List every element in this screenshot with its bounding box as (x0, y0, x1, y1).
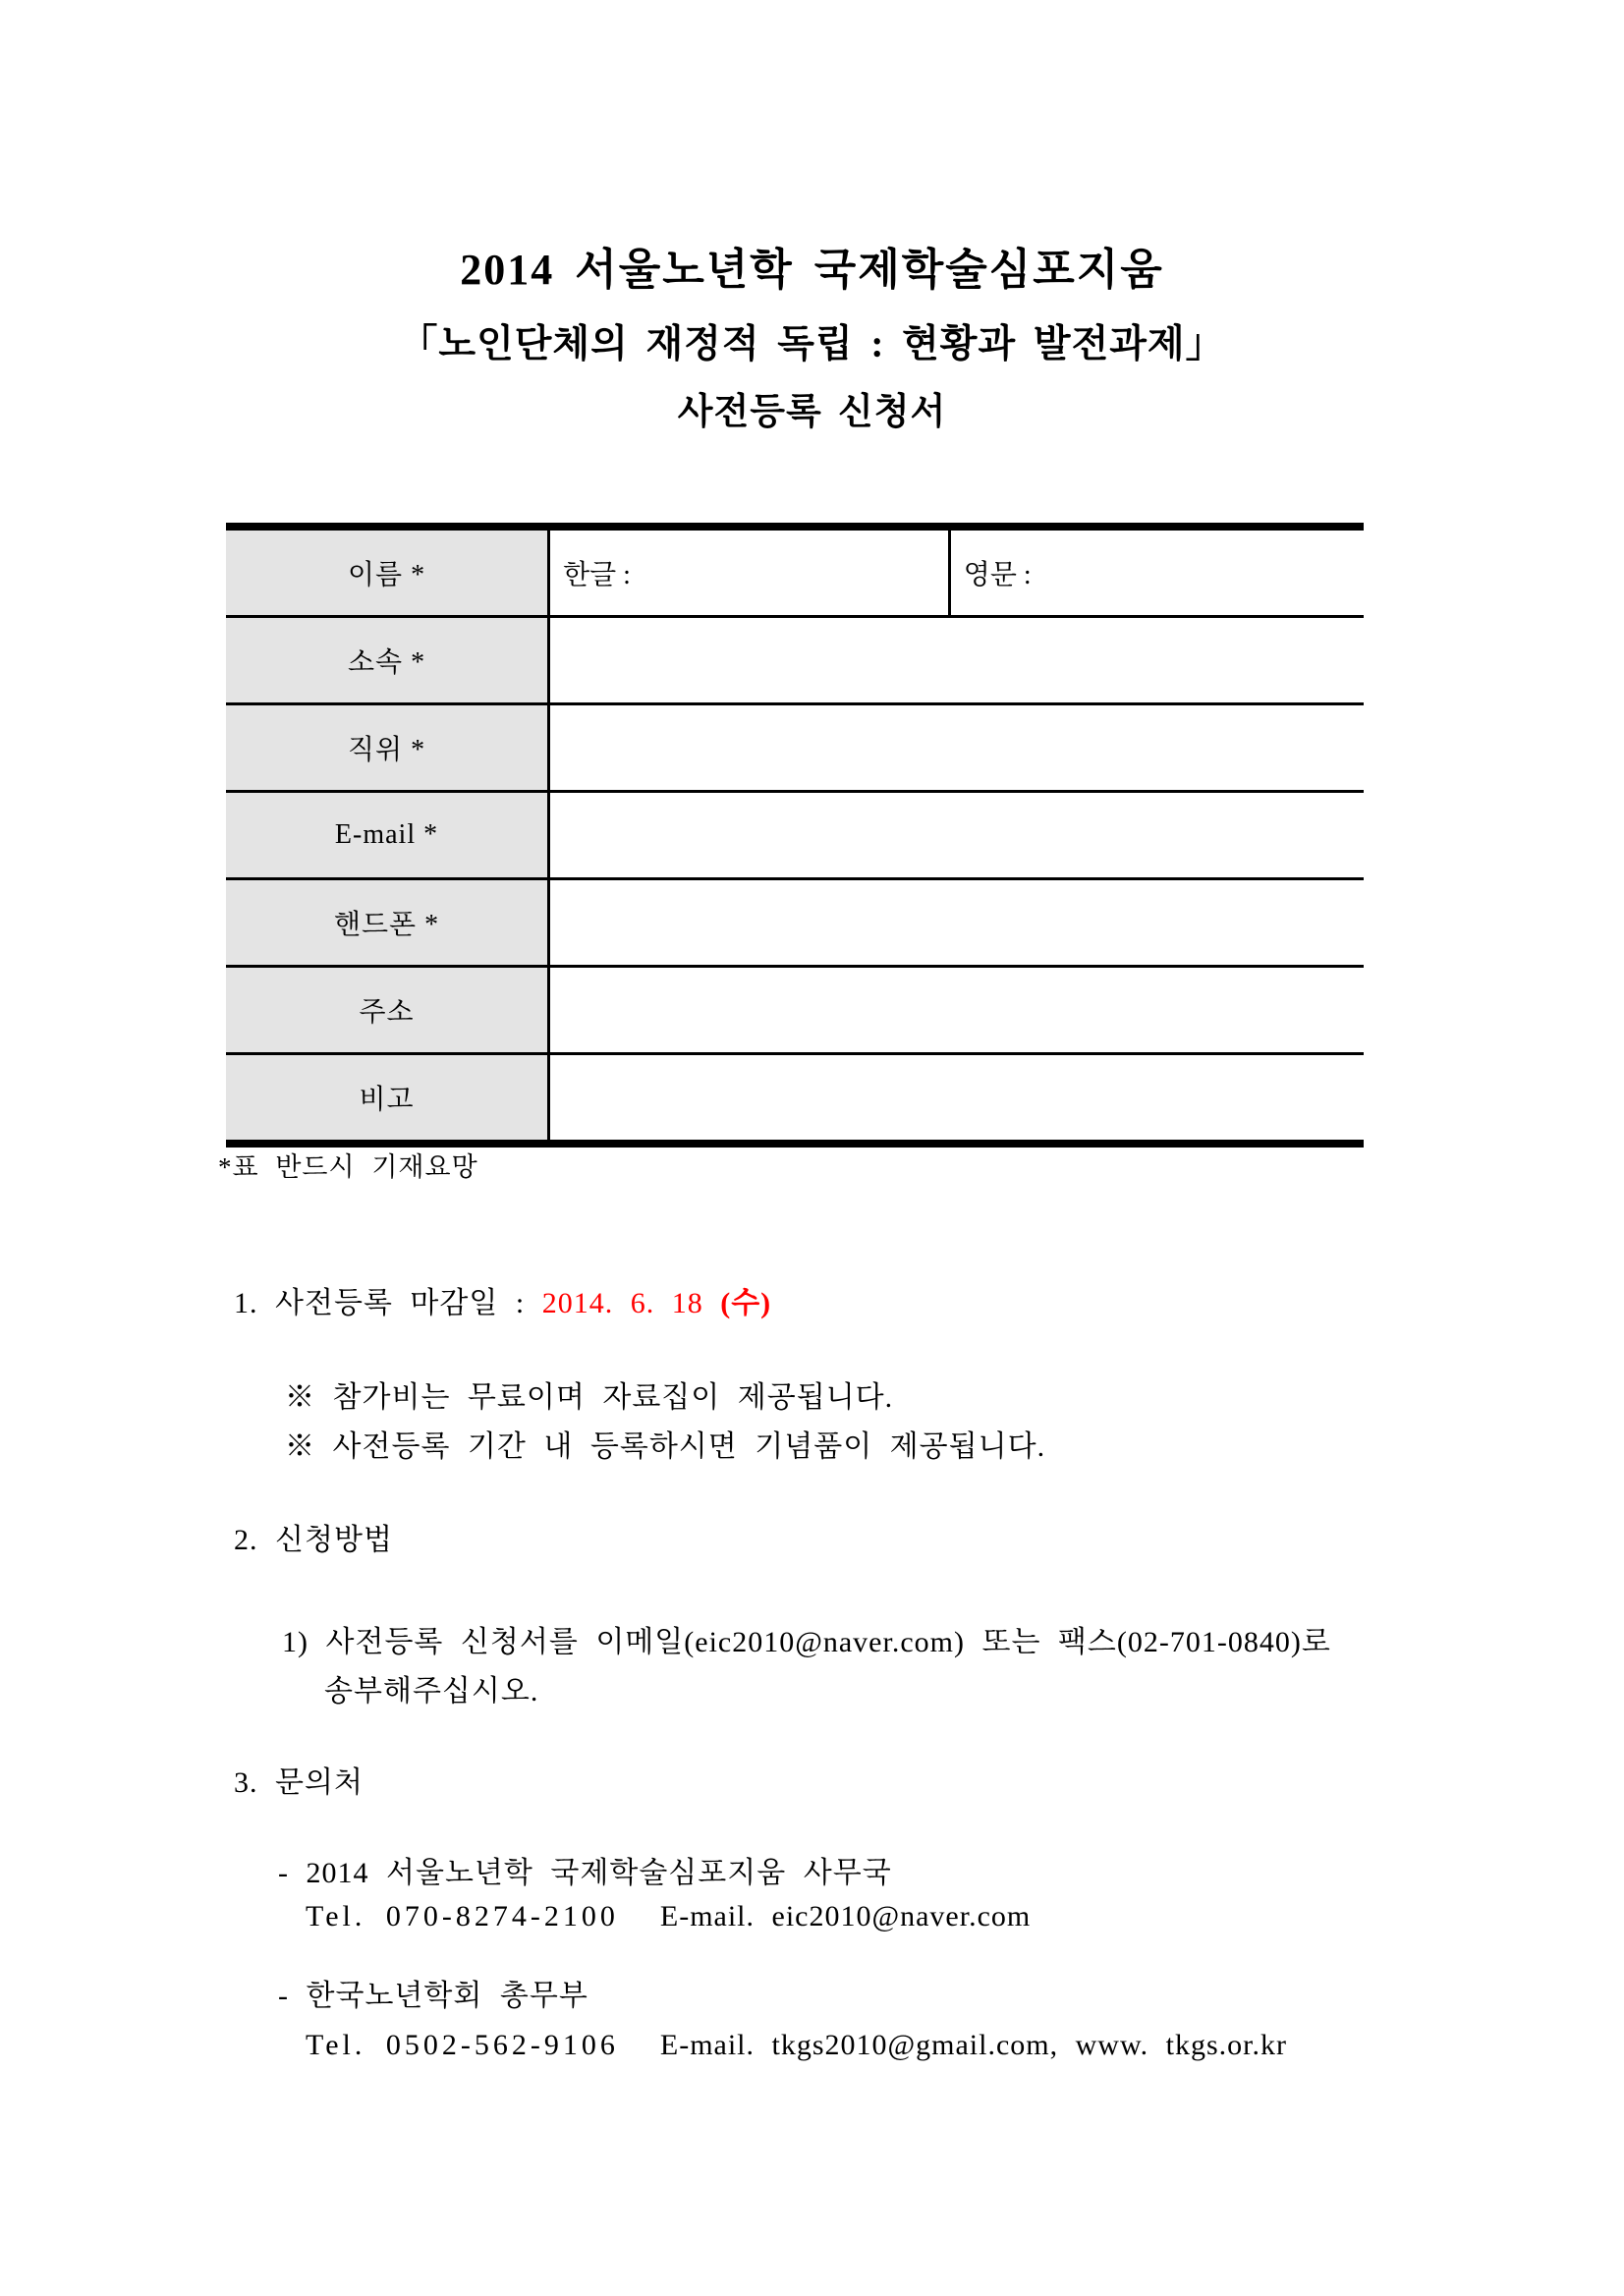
row-label-name: 이름 * (226, 527, 549, 617)
row-label-remarks: 비고 (226, 1054, 549, 1145)
position-cell (549, 704, 1364, 792)
table-row-name (226, 527, 1364, 617)
contact2-email: E-mail. tkgs2010@gmail.com, www. tkgs.or.kr (659, 2029, 1287, 2061)
contact2-details (306, 2026, 1287, 2065)
table-row-address (226, 967, 1364, 1054)
table-row-mobile (226, 879, 1364, 967)
contact2-tel: Tel. 0502-562-9106 (306, 2029, 619, 2061)
souvenir-note: ※ 사전등록 기간 내 등록하시면 기념품이 제공됩니다. (285, 1430, 1046, 1463)
table-row-position (226, 704, 1364, 792)
row-label-affiliation: 소속 * (226, 617, 549, 704)
remarks-cell (549, 1054, 1364, 1145)
row-label-address: 주소 (226, 967, 549, 1054)
table-row-email (226, 792, 1364, 879)
name-english-cell: 영문 : (949, 527, 1364, 617)
contact1-name: - 2014 서울노년학 국제학술심포지움 사무국 (278, 1857, 892, 1889)
document-title: 2014 서울노년학 국제학술심포지움 (460, 246, 1164, 294)
document-subtitle: 「노인단체의 재정적 독립 : 현황과 발전과제」 (399, 323, 1225, 365)
deadline-date: 2014. 6. 18 (541, 1287, 703, 1319)
name-hangul-cell: 한글 : (549, 527, 950, 617)
contact1-details (306, 1897, 1031, 1936)
required-fields-footnote: *표 반드시 기재요망 (218, 1152, 478, 1182)
email-cell (549, 792, 1364, 879)
deadline-day: (수) (702, 1287, 772, 1319)
row-label-mobile: 핸드폰 * (226, 879, 549, 967)
title-block (0, 246, 1624, 434)
method-line-2: 송부해주십시오. (324, 1675, 539, 1708)
method-line-1: 1) 사전등록 신청서를 이메일(eic2010@naver.com) 또는 팩스(02-701-0840)로 (282, 1626, 1331, 1658)
deadline-line (234, 1284, 771, 1323)
row-label-position: 직위 * (226, 704, 549, 792)
contact1-email: E-mail. eic2010@naver.com (659, 1900, 1032, 1932)
registration-table (226, 523, 1364, 1148)
mobile-cell (549, 879, 1364, 967)
fee-note: ※ 참가비는 무료이며 자료집이 제공됩니다. (285, 1381, 894, 1414)
deadline-label: 1. 사전등록 마감일 : (234, 1287, 542, 1319)
contact1-tel: Tel. 070-8274-2100 (306, 1900, 619, 1932)
form-title: 사전등록 신청서 (677, 392, 947, 432)
affiliation-cell (549, 617, 1364, 704)
table-row-affiliation (226, 617, 1364, 704)
table-row-remarks (226, 1054, 1364, 1145)
contact2-name: - 한국노년학회 총무부 (278, 1980, 588, 2012)
address-cell (549, 967, 1364, 1054)
row-label-email: E-mail * (226, 792, 549, 879)
contact-heading: 3. 문의처 (234, 1766, 364, 1799)
application-method-heading: 2. 신청방법 (234, 1524, 393, 1556)
